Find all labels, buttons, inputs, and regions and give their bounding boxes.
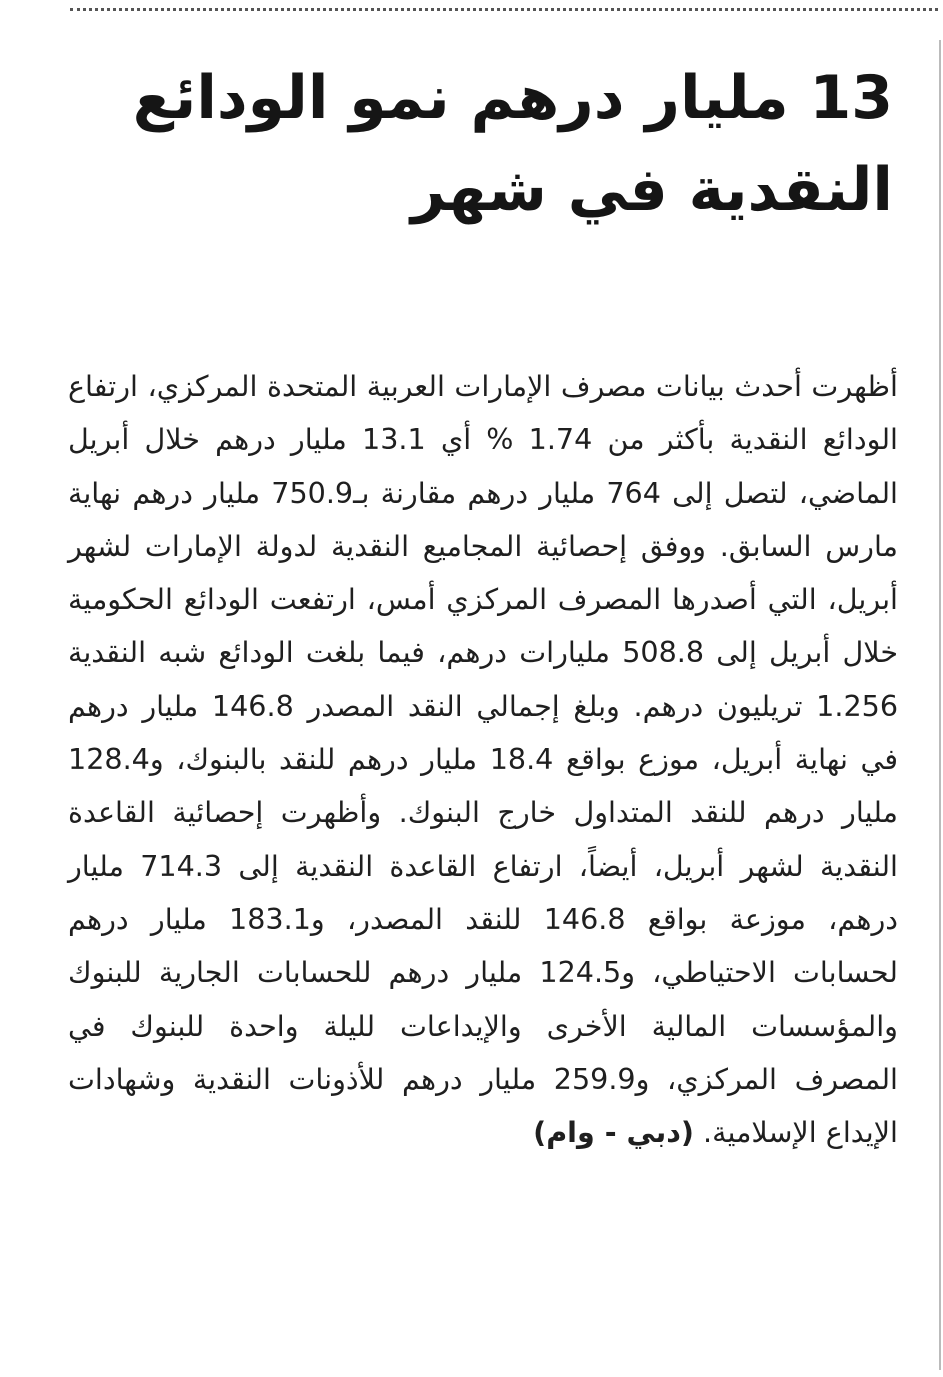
column-side-rule — [939, 40, 941, 1370]
article-body — [68, 360, 898, 1159]
article-body-text: أظهرت أحدث بيانات مصرف الإمارات العربية المتحدة المركزي، ارتفاع الودائع النقدية بأكثر من 1.74 % أي 13.1 مليار درهم خلال أبريل الماضي، لتصل إلى 764 مليار درهم مقارنة بـ750.9 مليار درهم نهاية مارس السابق. ووفق إحصائية المجاميع النقدية لدولة الإمارات لشهر أبريل، التي أصدرها المصرف المركزي أمس، ارتفعت الودائع الحكومية خلال أبريل إلى 508.8 مليارات درهم، فيما بلغت الودائع شبه النقدية 1.256 تريليون درهم. وبلغ إجمالي النقد المصدر 146.8 مليار درهم في نهاية أبريل، موزع بواقع 18.4 مليار درهم للنقد بالبنوك، و128.4 مليار درهم للنقد المتداول خارج البنوك. وأظهرت إحصائية القاعدة النقدية لشهر أبريل، أيضاً، ارتفاع القاعدة النقدية إلى 714.3 مليار درهم، موزعة بواقع 146.8 للنقد المصدر، و183.1 مليار درهم لحسابات الاحتياطي، و124.5 مليار درهم للحسابات الجارية للبنوك والمؤسسات المالية الأخرى والإيداعات لليلة واحدة للبنوك في المصرف المركزي، و259.9 مليار درهم للأذونات النقدية وشهادات الإيداع الإسلامية. — [68, 369, 899, 1150]
article-headline: 13 مليار درهم نمو الودائع النقدية في شهر — [132, 63, 893, 225]
article-credit: (دبي - وام) — [533, 1115, 694, 1150]
top-dotted-divider — [70, 8, 938, 11]
